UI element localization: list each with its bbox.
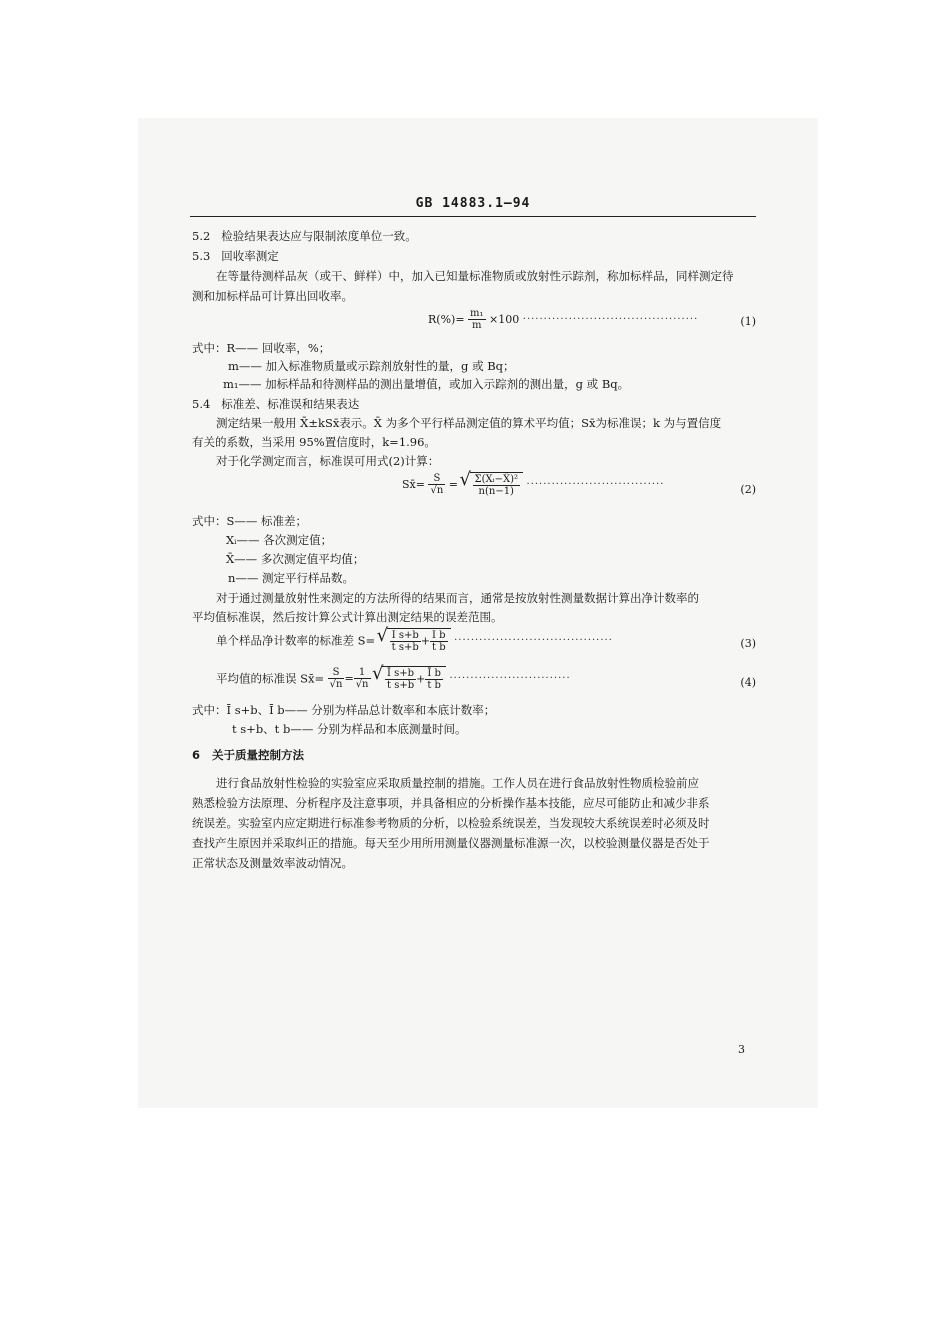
equation-number: (4) <box>740 676 756 689</box>
numerator: √ Σ(Xᵢ−X̄)² <box>474 474 519 485</box>
equation-number: (1) <box>740 315 756 328</box>
fraction <box>354 667 371 690</box>
fraction <box>425 668 443 691</box>
section-number: 5.4 <box>192 397 211 411</box>
numerator: √ Ī s+b <box>385 668 416 680</box>
equation-3 <box>216 628 756 660</box>
fraction <box>468 308 486 331</box>
denominator: t b <box>432 642 446 653</box>
denominator: m <box>472 320 482 331</box>
section-text: 检验结果表达应与限制浓度单位一致。 <box>221 229 417 243</box>
denominator: t s+b <box>391 642 419 653</box>
paragraph-line: 查找产生原因并采取纠正的措施。每天至少用所用测量仪器测量标准源一次，以校验测量仪器是否处于 <box>192 836 710 850</box>
eq-label: 单个样品净计数率的标准差 S= <box>216 633 376 648</box>
eq-label: 平均值的标准误 Sx̄= <box>216 671 325 686</box>
equation-number: (2) <box>740 483 756 496</box>
section-5-4-heading <box>192 396 359 412</box>
square-root <box>470 472 524 497</box>
where-line: t s+b、t b—— 分别为样品和本底测量时间。 <box>232 722 467 736</box>
section-5-2 <box>192 228 417 244</box>
paragraph-line: 对于化学测定而言，标准误可用式(2)计算： <box>216 454 440 468</box>
paragraph-line: 正常状态及测量效率波动情况。 <box>192 856 353 870</box>
numerator: √ I s+b <box>390 630 421 642</box>
eq-lhs: Sx̄= <box>402 478 425 491</box>
numerator: 1 <box>354 667 371 679</box>
section-number: 5.2 <box>192 229 211 243</box>
where-line: m₁—— 加标样品和待测样品的测出量增值，或加入示踪剂的测出量，g 或 Bq。 <box>223 377 630 391</box>
paragraph-line: 对于通过测量放射性来测定的方法所得的结果而言，通常是按放射性测量数据计算出净计数率的 <box>216 591 699 605</box>
leader-dots: ····························· <box>449 673 571 684</box>
numerator: I b <box>430 630 448 642</box>
numerator: Ī b <box>425 668 443 680</box>
where-line: 式中：R—— 回收率，%； <box>192 341 331 355</box>
page-number: 3 <box>738 1043 745 1056</box>
fraction <box>390 630 421 653</box>
header-rule <box>190 216 756 217</box>
where-line: 式中：Ī s+b、Ī b—— 分别为样品总计数率和本底计数率； <box>192 703 496 717</box>
fraction <box>430 630 448 653</box>
where-line: 式中：S—— 标准差； <box>192 514 308 528</box>
denominator: t b <box>427 680 441 691</box>
paragraph-line: 平均值标准误，然后按计算公式计算出测定结果的误差范围。 <box>192 610 503 624</box>
denominator: √n <box>355 679 369 690</box>
denominator: n(n−1) <box>478 486 514 497</box>
section-title: 标准差、标准误和结果表达 <box>221 397 360 411</box>
fraction <box>328 667 345 690</box>
denominator: √n <box>430 485 444 496</box>
leader-dots: ·········································· <box>522 314 699 325</box>
equation-number: (3) <box>740 637 756 650</box>
section-number: 5.3 <box>192 249 211 263</box>
section-title: 关于质量控制方法 <box>212 748 305 762</box>
denominator: t s+b <box>387 680 415 691</box>
standard-number-header: GB 14883.1—94 <box>415 196 531 211</box>
section-number: 6 <box>192 748 201 762</box>
paragraph-line: 有关的系数，当采用 95%置信度时，k=1.96。 <box>192 435 436 449</box>
section-title: 回收率测定 <box>221 249 279 263</box>
numerator: m₁ <box>470 308 484 319</box>
denominator: √n <box>329 679 343 690</box>
paragraph-line: 熟悉检验方法原理、分析程序及注意事项，并具备相应的分析操作基本技能，应尽可能防止和减少非系 <box>192 796 710 810</box>
where-line: m—— 加入标准物质量或示踪剂放射性的量，g 或 Bq； <box>228 359 515 373</box>
paragraph-line: 在等量待测样品灰（或干、鲜样）中，加入已知量标准物质或放射性示踪剂，称加标样品，同样测定待 <box>216 269 734 283</box>
eq-lhs: R(%)= <box>428 313 465 326</box>
section-5-3-heading <box>192 248 279 264</box>
section-6-heading <box>192 747 304 763</box>
eq-rhs: ×100 <box>489 313 520 326</box>
fraction <box>428 473 445 496</box>
leader-dots: ······································ <box>454 635 613 646</box>
fraction <box>385 668 416 691</box>
numerator: S <box>428 473 445 485</box>
paragraph-line: 测和加标样品可计算出回收率。 <box>192 289 353 303</box>
square-root: √ $\frac{\text{I s+b}}{\text{t s+b}}$ + $\frac{\text{I b}}{\text{t b}}$ <box>387 628 451 653</box>
where-line: X̄—— 多次测定值平均值； <box>226 552 365 566</box>
paragraph-line: 进行食品放射性检验的实验室应采取质量控制的措施。工作人员在进行食品放射性物质检验前应 <box>216 776 699 790</box>
equation-1 <box>428 308 756 338</box>
where-line: n—— 测定平行样品数。 <box>228 571 355 585</box>
leader-dots: ································· <box>526 479 665 490</box>
numerator: S <box>328 667 345 679</box>
equation-2: Sx̄= $\frac{S}{√n}$ = √ $\frac{\text{Σ(Xᵢ−X̄)²}}{n(n-1)}$ ································· (2) <box>402 472 756 508</box>
fraction <box>473 474 521 497</box>
paragraph-line: 统误差。实验室内应定期进行标准参考物质的分析，以检验系统误差，当发现较大系统误差时必须及时 <box>192 816 710 830</box>
equation-4: 平均值的标准误 Sx̄= $\frac{S}{√n}$ = $\frac{1}{√n}$ √ $\frac{\text{Ī s+b}}{\text{t s+b}}$ + $\frac{\text{Ī b}}{\text{t b}}$ ····························· (4) <box>216 666 756 700</box>
square-root: √ $\frac{\text{Ī s+b}}{\text{t s+b}}$ + $\frac{\text{Ī b}}{\text{t b}}$ <box>382 666 446 691</box>
where-line: Xᵢ—— 各次测定值； <box>226 533 333 547</box>
paragraph-line: 测定结果一般用 X̄±kSx̄表示。X̄ 为多个平行样品测定值的算术平均值；Sx̄为标准误；k 为与置信度 <box>216 416 722 430</box>
